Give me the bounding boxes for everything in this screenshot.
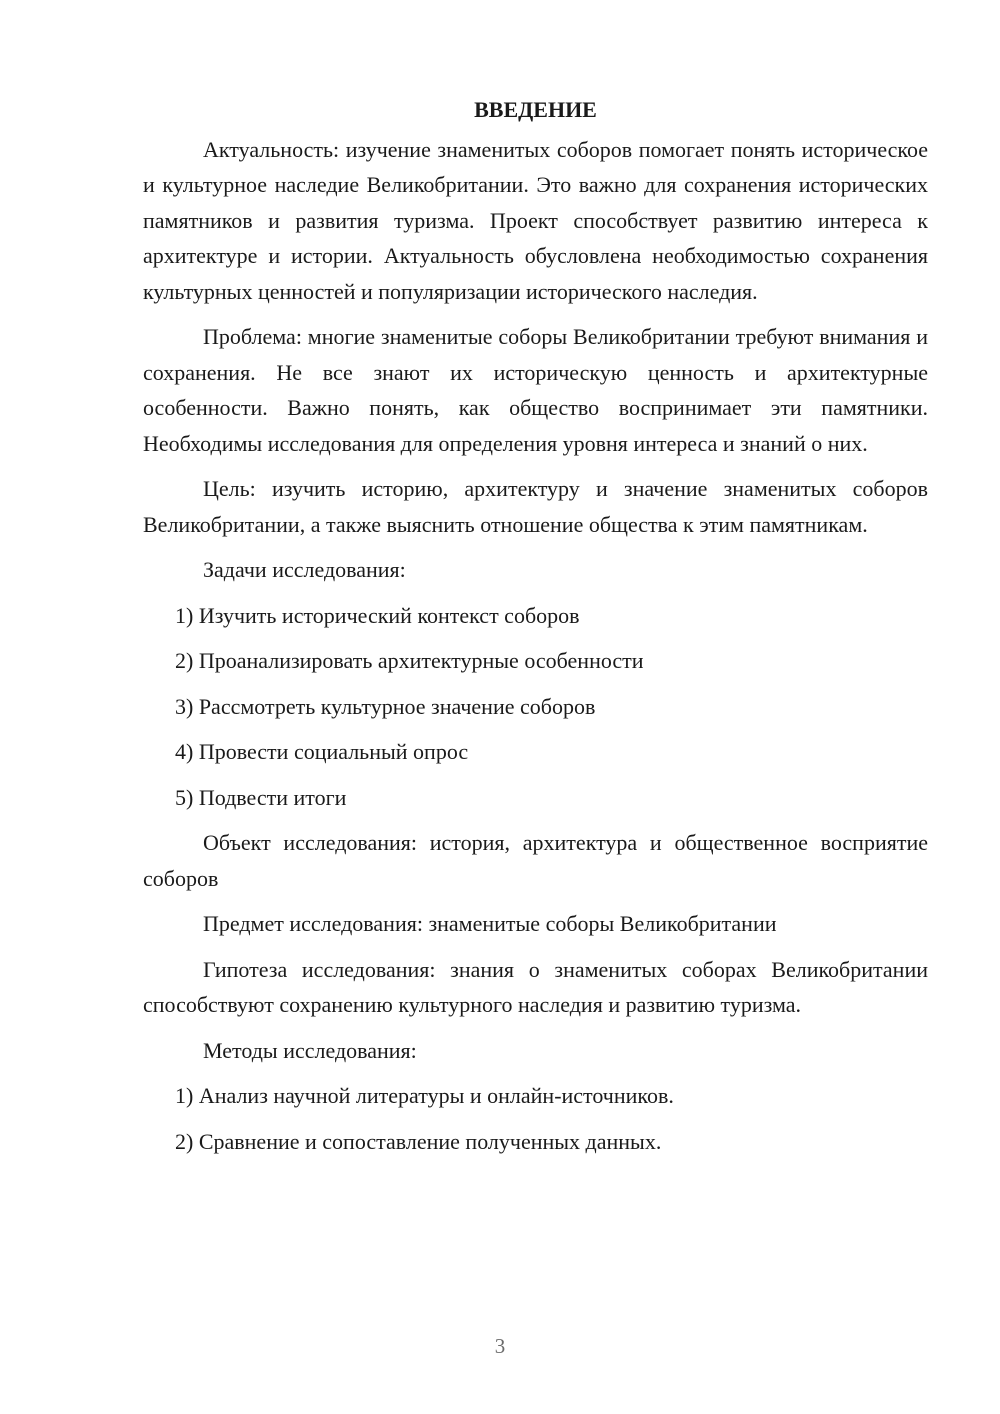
list-item: 2) Сравнение и сопоставление полученных данных. — [175, 1128, 662, 1154]
subject-paragraph: Предмет исследования: знаменитые соборы Великобритании — [203, 911, 777, 936]
document-page — [143, 92, 928, 1169]
object-paragraph: Объект исследования: история, архитектура и общественное восприятие соборов — [143, 830, 928, 891]
hypothesis-paragraph: Гипотеза исследования: знания о знаменитых соборах Великобритании способствуют сохранению культурного наследия и развитию туризма. — [143, 956, 928, 1017]
list-item: 1) Анализ научной литературы и онлайн-источников. — [175, 1083, 674, 1108]
methods-heading: Методы исследования: — [203, 1037, 417, 1063]
list-item: 1) Изучить исторический контекст соборов — [175, 602, 580, 628]
section-title: ВВЕДЕНИЕ — [474, 97, 597, 122]
tasks-list — [143, 598, 928, 816]
problem-paragraph: Проблема: многие знаменитые соборы Великобритании требуют внимания и сохранения. Не все знают их историческую ценность и архитектурные особенности. Важно понять, как общество воспринимает эти памятники. Необходимы исследования для определения уровня интереса и знаний о них. — [143, 324, 928, 456]
list-item: 5) Подвести итоги — [175, 784, 347, 810]
list-item: 3) Рассмотреть культурное значение соборов — [175, 693, 596, 719]
tasks-heading: Задачи исследования: — [203, 557, 406, 582]
list-item: 2) Проанализировать архитектурные особенности — [175, 648, 644, 673]
methods-list — [143, 1078, 928, 1159]
page-number: 3 — [494, 1334, 506, 1358]
list-item: 4) Провести социальный опрос — [175, 739, 469, 764]
goal-paragraph: Цель: изучить историю, архитектуру и значение знаменитых соборов Великобритании, а также выяснить отношение общества к этим памятникам. — [143, 476, 928, 537]
relevance-paragraph: Актуальность: изучение знаменитых соборов помогает понять историческое и культурное наследие Великобритании. Это важно для сохранения исторических памятников и развития туризма. Проект способствует развитию интереса к архитектуре и истории. Актуальность обусловлена необходимостью сохранения культурных ценностей и популяризации исторического наследия. — [143, 136, 928, 304]
